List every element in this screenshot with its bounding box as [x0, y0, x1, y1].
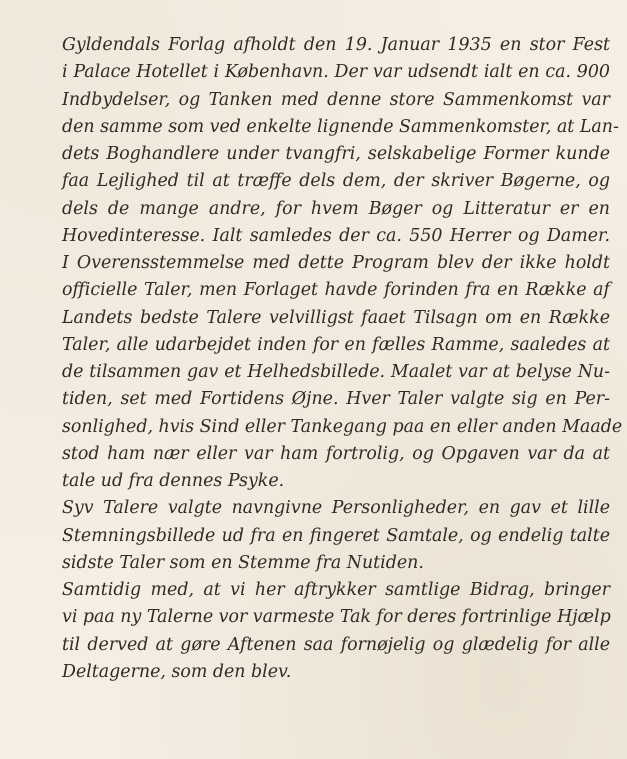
text-line: den samme som ved enkelte lignende Sammenkomster, at Lan-	[62, 116, 619, 137]
text-line: officielle Taler, men Forlaget havde forinden fra en Række af	[62, 280, 610, 301]
paragraph-2	[62, 250, 623, 495]
paragraph-3	[62, 495, 610, 577]
text-line: I Overensstemmelse med dette Program blev der ikke holdt	[62, 253, 610, 273]
text-line: til derved at gøre Aftenen saa fornøjelig og glædelig for alle	[62, 634, 610, 655]
paragraph-1	[62, 32, 619, 250]
text-line: faa Lejlighed til at træffe dels dem, der skriver Bøgerne, og	[62, 171, 610, 192]
text-line: sidste Taler som en Stemme fra Nutiden.	[62, 552, 424, 573]
text-line: dets Boghandlere under tvangfri, selskabelige Former kunde	[62, 144, 610, 164]
text-line: vi paa ny Talerne vor varmeste Tak for deres fortrinlige Hjælp	[62, 607, 611, 628]
text-line: Deltagerne, som den blev.	[62, 661, 292, 682]
text-line: Taler, alle udarbejdet inden for en fælles Ramme, saaledes at	[62, 334, 610, 355]
text-line: tale ud fra dennes Psyke.	[62, 471, 285, 491]
text-line: de tilsammen gav et Helhedsbillede. Maalet var at belyse Nu-	[62, 362, 610, 382]
paragraph-4	[62, 577, 610, 686]
text-line: Samtidig med, at vi her aftrykker samtlige Bidrag, bringer	[62, 580, 610, 600]
body-text	[62, 32, 623, 686]
text-line: Landets bedste Talere velvilligst faaet Tilsagn om en Række	[62, 307, 610, 328]
text-line: Indbydelser, og Tanken med denne store Sammenkomst var	[62, 89, 610, 110]
text-line: stod ham nær eller var ham fortrolig, og Opgaven var da at	[62, 443, 610, 464]
text-line: Gyldendals Forlag afholdt den 19. Januar 1935 en stor Fest	[62, 35, 610, 55]
text-line: dels de mange andre, for hvem Bøger og Litteratur er en	[62, 198, 610, 219]
text-line: Stemningsbillede ud fra en fingeret Samtale, og endelig talte	[62, 525, 610, 546]
text-line: tiden, set med Fortidens Øjne. Hver Taler valgte sig en Per-	[62, 389, 610, 410]
text-line: Hovedinteresse. Ialt samledes der ca. 550 Herrer og Damer.	[62, 225, 610, 246]
text-line: Syv Talere valgte navngivne Personligheder, en gav et lille	[62, 498, 610, 519]
text-line: sonlighed, hvis Sind eller Tankegang paa en eller anden Maade	[62, 416, 623, 437]
text-line: i Palace Hotellet i København. Der var udsendt ialt en ca. 900	[62, 62, 610, 83]
